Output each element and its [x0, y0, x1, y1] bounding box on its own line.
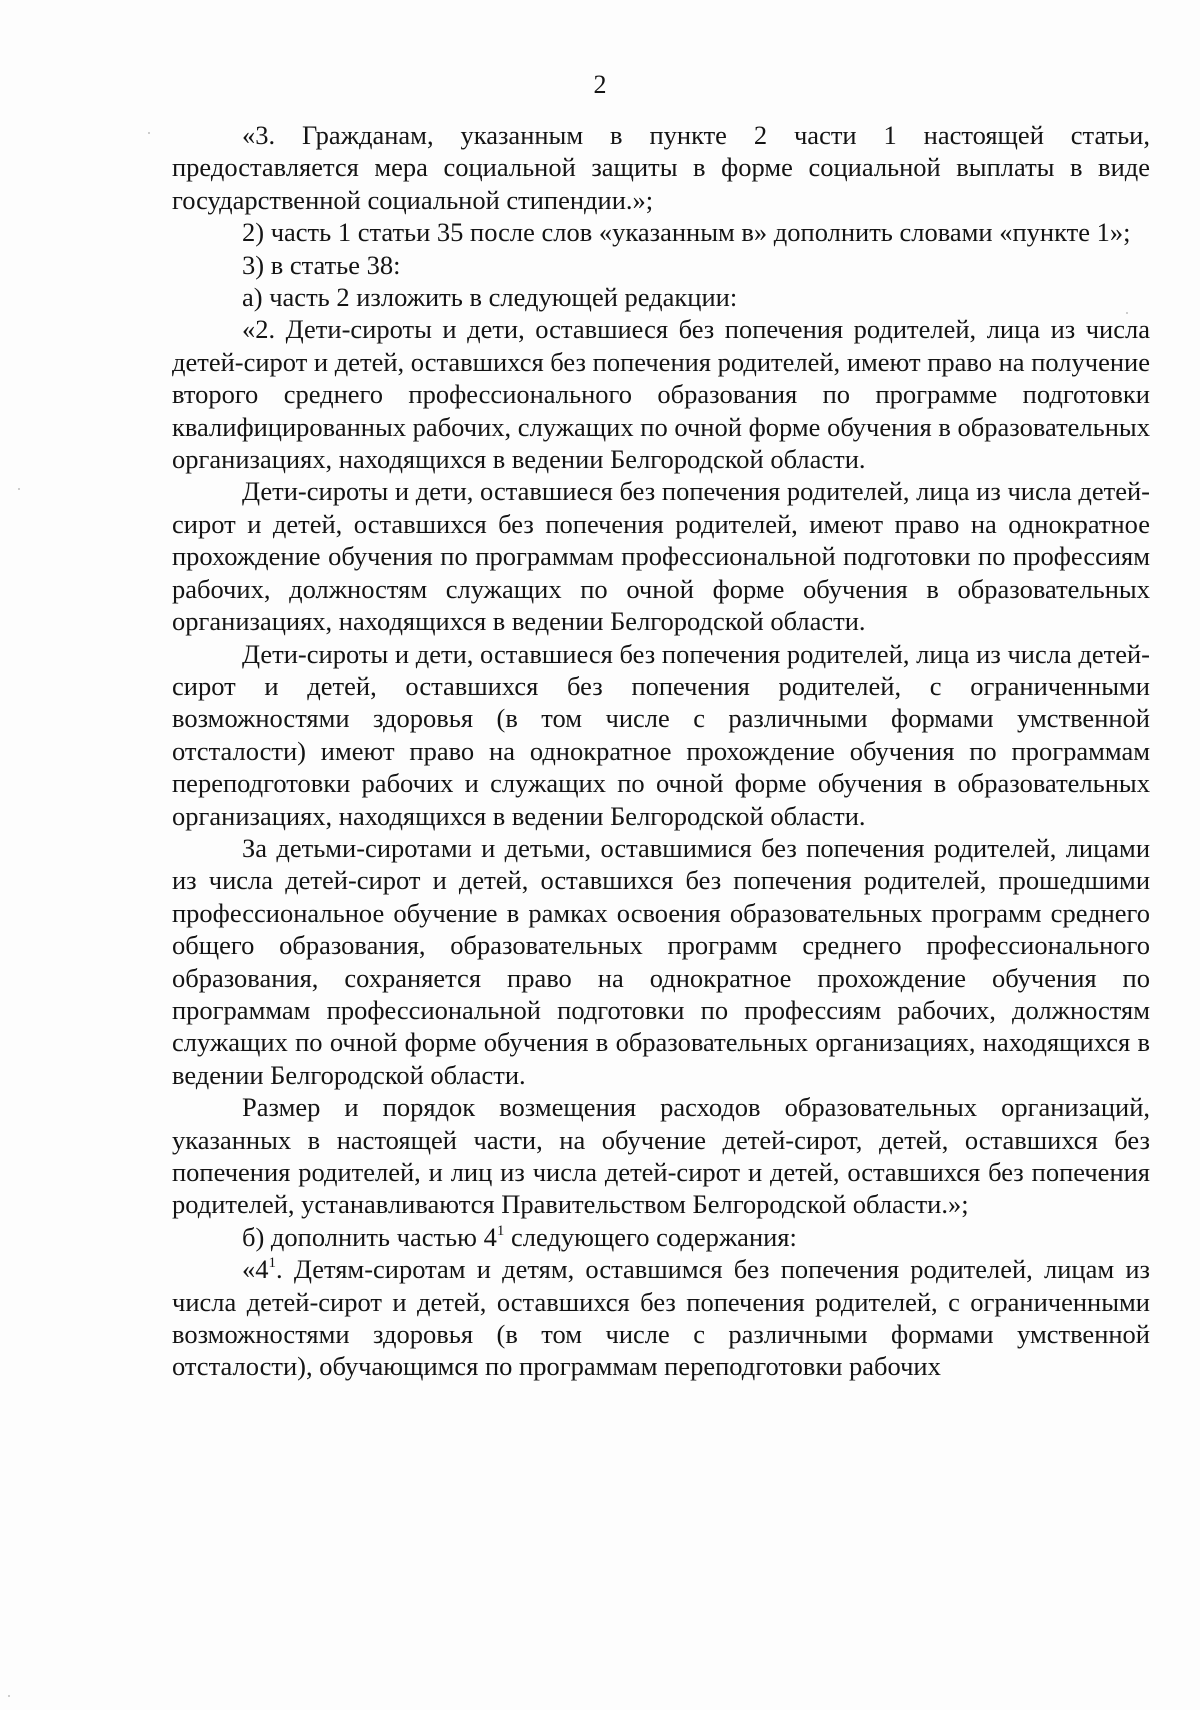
paragraph-professional-training: Дети-сироты и дети, оставшиеся без попечения родителей, лица из числа детей-сирот и детей, оставшихся без попечения родителей, имеют право на однократное прохождение обучения по программам профессиональной подготовки по профессиям рабочих, должностям служащих по очной форме обучения в образовательных организациях, находящихся в ведении Белгородской области.: [172, 476, 1150, 637]
paragraph-item-3b: [172, 1221, 1150, 1253]
text-span: б) дополнить частью 4: [242, 1221, 497, 1252]
paragraph-part-2-intro: «2. Дети-сироты и дети, оставшиеся без попечения родителей, лица из числа детей-сирот и детей, оставшихся без попечения родителей, имеют право на получение второго среднего профессионального образования по программе подготовки квалифицированных рабочих, служащих по очной форме обучения в образовательных организациях, находящихся в ведении Белгородской области.: [172, 314, 1150, 475]
paragraph-item-2: 2) часть 1 статьи 35 после слов «указанным в» дополнить словами «пункте 1»;: [242, 217, 1131, 248]
scan-speck: [18, 488, 20, 490]
scan-speck: [148, 132, 150, 134]
paragraph-part-4-1: [172, 1253, 1150, 1383]
paragraph-retraining: Дети-сироты и дети, оставшиеся без попечения родителей, лица из числа детей-сирот и детей, оставшихся без попечения родителей, с ограниченными возможностями здоровья (в том числе с различными формами умственной отсталости) имеют право на однократное прохождение обучения по программам переподготовки рабочих и служащих по очной форме обучения в образовательных организациях, находящихся в ведении Белгородской области.: [172, 638, 1150, 831]
paragraph-reimbursement: Размер и порядок возмещения расходов образовательных организаций, указанных в настоящей части, на обучение детей-сирот, детей, оставшихся без попечения родителей, и лиц из числа детей-сирот и детей, оставшихся без попечения родителей, устанавливаются Правительством Белгородской области.»;: [172, 1092, 1150, 1220]
paragraph-retained-right: За детьми-сиротами и детьми, оставшимися без попечения родителей, лицами из числа детей-сирот и детей, оставшихся без попечения родителей, прошедшими профессиональное обучение в рамках освоения образовательных программ среднего общего образования, образовательных программ среднего профессионального образования, сохраняется право на однократное прохождение обучения по программам профессиональной подготовки по профессиям рабочих, должностям служащих по очной форме обучения в образовательных организациях, находящихся в ведении Белгородской области.: [172, 832, 1150, 1090]
superscript: 1: [268, 1255, 276, 1272]
paragraph-item-3a: а) часть 2 изложить в следующей редакции:: [242, 282, 738, 313]
text-span: «4: [242, 1254, 269, 1285]
text-span: . Детям-сиротам и детям, оставшимся без попечения родителей, лицам из числа детей-сирот и детей, оставшихся без попечения родителей, с ограниченными возможностями здоровья (в том числе с различными формами умственной отсталости), обучающимся по программам переподготовки рабочих: [172, 1254, 1150, 1382]
superscript: 1: [496, 1222, 505, 1239]
document-body: [172, 119, 1150, 1383]
scan-speck: [1126, 312, 1128, 314]
scan-speck: [8, 1695, 10, 1697]
page-number: 2: [593, 70, 607, 99]
text-span: следующего содержания:: [504, 1221, 797, 1252]
paragraph-item-3: 3) в статье 38:: [242, 249, 401, 280]
paragraph-part-3: «3. Гражданам, указанным в пункте 2 части 1 настоящей статьи, предоставляется мера социальной защиты в форме социальной выплаты в виде государственной социальной стипендии.»;: [172, 120, 1150, 215]
